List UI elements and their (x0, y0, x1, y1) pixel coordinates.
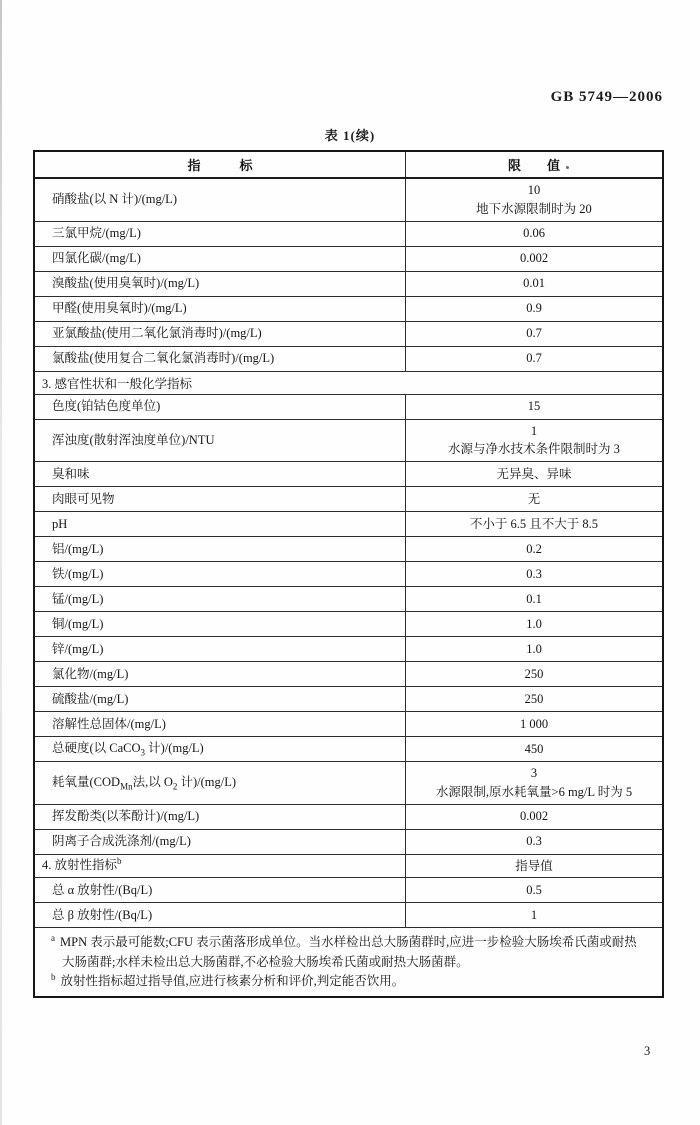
table-row (35, 762, 662, 805)
table-row (35, 537, 662, 562)
limit-cell: 0.7 (405, 347, 662, 371)
section-header-cell: 3. 感官性状和一般化学指标 (42, 376, 193, 391)
limit-cell: 10 地下水源限制时为 20 (405, 179, 662, 221)
limit-cell: 0.1 (405, 587, 662, 611)
limit-cell: 450 (405, 737, 662, 761)
water-quality-table (33, 150, 664, 998)
table-row (35, 805, 662, 830)
table-row (35, 637, 662, 662)
table-row (35, 420, 662, 463)
table-row (35, 247, 662, 272)
limit-cell: 1.0 (405, 637, 662, 661)
indicator-cell: 硝酸盐(以 N 计)/(mg/L) (52, 192, 177, 207)
table-row (35, 712, 662, 737)
limit-cell: 0.9 (405, 297, 662, 321)
limit-cell: 无 (405, 487, 662, 511)
limit-cell: 0.2 (405, 537, 662, 561)
indicator-cell: 三氯甲烷/(mg/L) (52, 226, 141, 241)
table-row (35, 562, 662, 587)
limit-cell: 1 (405, 903, 662, 927)
table-row (35, 612, 662, 637)
limit-cell: 0.7 (405, 322, 662, 346)
page-number: 3 (644, 1044, 651, 1058)
indicator-cell: 铁/(mg/L) (52, 566, 104, 581)
limit-cell: 0.01 (405, 272, 662, 296)
indicator-cell: 铝/(mg/L) (52, 541, 104, 556)
table-row (35, 855, 662, 879)
table-row (35, 587, 662, 612)
table-body (35, 179, 662, 996)
column-header-indicator: 指 标 (187, 158, 253, 173)
indicator-cell: 氯酸盐(使用复合二氧化氯消毒时)/(mg/L) (52, 351, 275, 366)
indicator-cell: 亚氯酸盐(使用二氧化氯消毒时)/(mg/L) (52, 326, 262, 341)
footnote: $^b$ 放射性指标超过指导值,应进行核素分析和评价,判定能否饮用。 (51, 971, 405, 988)
table-row (35, 928, 662, 996)
table-row (35, 297, 662, 322)
limit-cell: 15 (405, 395, 662, 419)
table-row (35, 179, 662, 222)
table-row (35, 737, 662, 762)
indicator-cell: 溴酸盐(使用臭氧时)/(mg/L) (52, 276, 200, 291)
limit-cell: 无异臭、异味 (405, 462, 662, 486)
limit-cell: 不小于 6.5 且不大于 8.5 (405, 512, 662, 536)
standard-code: GB 5749—2006 (550, 89, 663, 105)
limit-cell: 3 水源限制,原水耗氧量>6 mg/L 时为 5 (405, 762, 662, 804)
table-row (35, 222, 662, 247)
limit-cell: 指导值 (405, 855, 662, 878)
indicator-cell: 溶解性总固体/(mg/L) (52, 716, 166, 731)
footnote: $^a$ MPN 表示最可能数;CFU 表示菌落形成单位。当水样检出总大肠菌群时,应进一步检验大肠埃希氏菌或耐热大肠菌群;水样未检出总大肠菌群,不必检验大肠埃希氏菌或耐热大肠菌群。 (51, 933, 637, 969)
table-row (35, 830, 662, 855)
indicator-cell: 耗氧量($COD_{Mn}$法,以 $O_2$ 计)/(mg/L) (52, 775, 237, 792)
indicator-cell: 四氯化碳/(mg/L) (52, 251, 141, 266)
indicator-cell: 浑浊度(散射浑浊度单位)/NTU (52, 432, 215, 447)
limit-cell: 1 000 (405, 712, 662, 736)
limit-cell: 0.06 (405, 222, 662, 246)
limit-cell: 1.0 (405, 612, 662, 636)
limit-cell: 0.3 (405, 562, 662, 586)
indicator-cell: pH (52, 516, 68, 531)
table-row (35, 462, 662, 487)
table-row (35, 512, 662, 537)
footnotes-cell (35, 928, 662, 996)
table-row (35, 322, 662, 347)
column-header-limit: 限 值 (405, 152, 662, 177)
limit-cell: 250 (405, 687, 662, 711)
scan-artifact-dot (566, 166, 569, 169)
indicator-cell: 甲醛(使用臭氧时)/(mg/L) (52, 301, 187, 316)
table-row (35, 662, 662, 687)
table-row (35, 347, 662, 372)
indicator-cell: 铜/(mg/L) (52, 616, 104, 631)
table-row (35, 903, 662, 928)
indicator-cell: 挥发酚类(以苯酚计)/(mg/L) (52, 809, 200, 824)
limit-cell: 0.3 (405, 830, 662, 854)
limit-cell: 0.002 (405, 805, 662, 829)
indicator-cell: 色度(铂钴色度单位) (52, 399, 161, 414)
limit-cell: 0.5 (405, 878, 662, 902)
indicator-cell: 总硬度(以 CaCO$_3$ 计)/(mg/L) (52, 741, 204, 758)
indicator-cell: 肉眼可见物 (52, 491, 115, 506)
indicator-cell: 硫酸盐/(mg/L) (52, 691, 129, 706)
table-title: 表 1(续) (324, 128, 376, 143)
limit-cell: 1 水源与净水技术条件限制时为 3 (405, 420, 662, 462)
indicator-cell: 4. 放射性指标$^b$ (42, 856, 122, 873)
indicator-cell: 阴离子合成洗涤剂/(mg/L) (52, 834, 191, 849)
indicator-cell: 锌/(mg/L) (52, 641, 104, 656)
indicator-cell: 臭和味 (52, 466, 90, 481)
table-row (35, 878, 662, 903)
table-row (35, 272, 662, 297)
indicator-cell: 总 α 放射性/(Bq/L) (52, 882, 153, 897)
table-row (35, 395, 662, 420)
table-row (35, 487, 662, 512)
table-row (35, 687, 662, 712)
indicator-cell: 氯化物/(mg/L) (52, 666, 129, 681)
table-row (35, 372, 662, 395)
indicator-cell: 锰/(mg/L) (52, 591, 104, 606)
limit-cell: 250 (405, 662, 662, 686)
scan-edge-artifact (0, 0, 2, 1125)
indicator-cell: 总 β 放射性/(Bq/L) (52, 907, 153, 922)
limit-cell: 0.002 (405, 247, 662, 271)
